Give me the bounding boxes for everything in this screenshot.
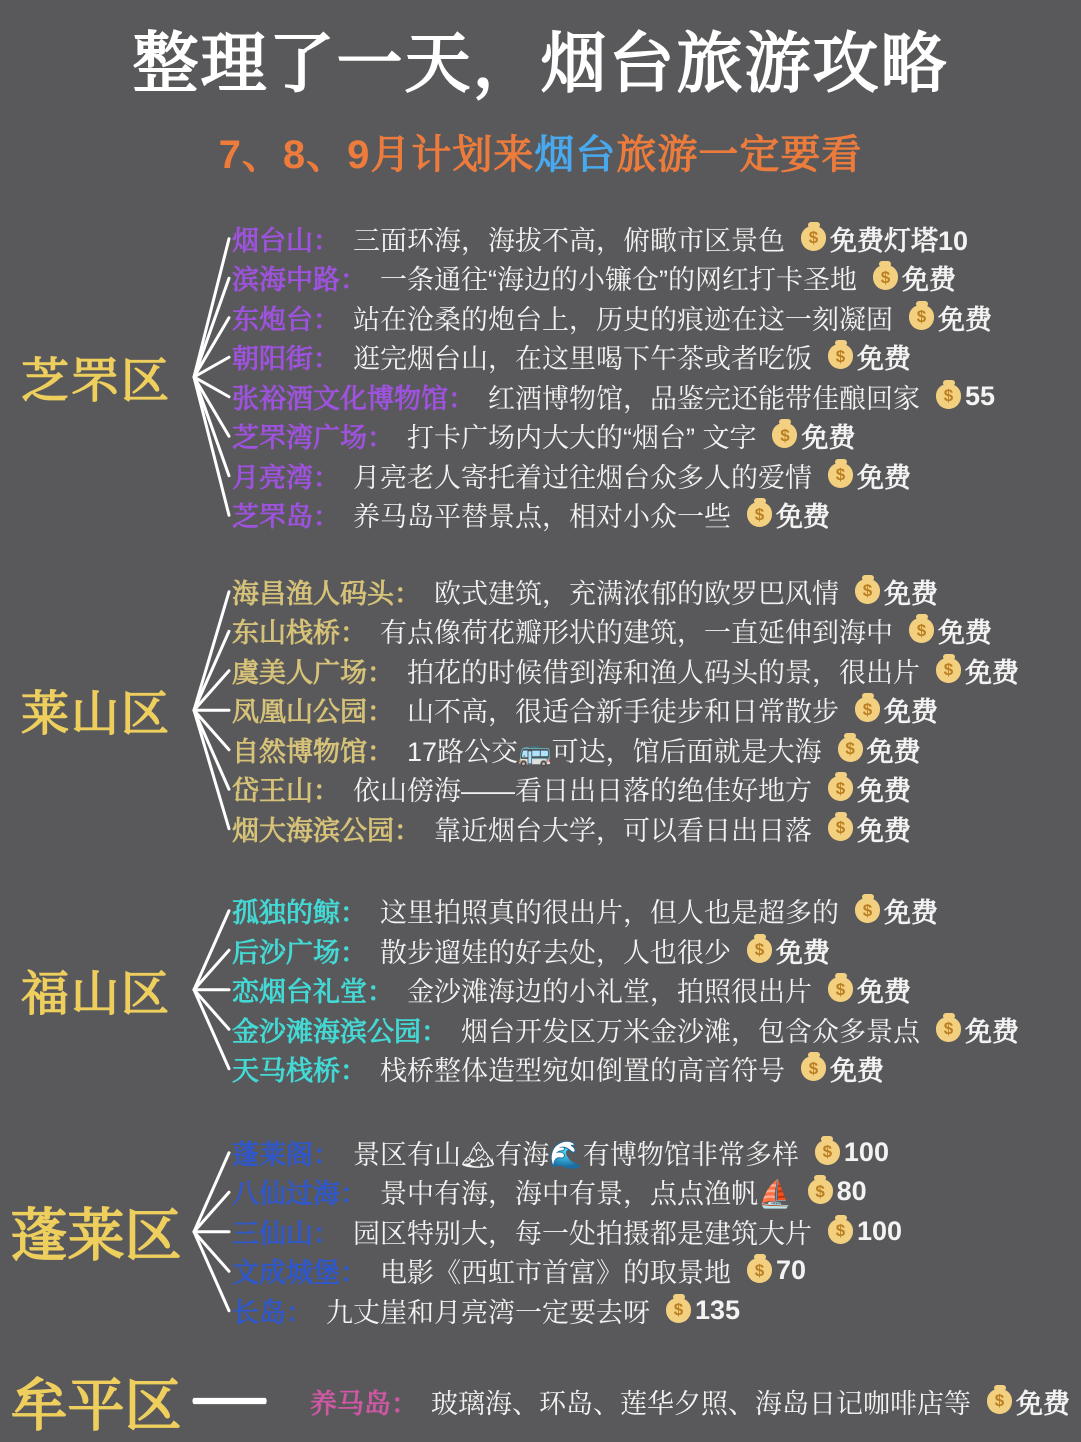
money-bag-icon: $ xyxy=(936,384,961,409)
attraction-price: 135 xyxy=(695,1295,740,1326)
attraction-price: 55 xyxy=(965,381,995,412)
attraction-desc: 玻璃海、环岛、莲华夕照、海岛日记咖啡店等 xyxy=(431,1382,971,1421)
attraction-price: 免费 xyxy=(884,690,938,729)
attraction-row xyxy=(232,1010,1081,1050)
attraction-desc: 养马岛平替景点，相对小众一些 xyxy=(353,495,731,534)
branch-lines xyxy=(192,1133,232,1331)
section-fushan xyxy=(0,891,1081,1089)
attraction-row xyxy=(232,730,1081,770)
attraction-row xyxy=(232,495,1081,535)
money-bag-icon: $ xyxy=(828,816,853,841)
attraction-desc: 散步遛娃的好去处，人也很少 xyxy=(380,931,731,970)
attraction-list xyxy=(232,572,1081,849)
attraction-row xyxy=(232,611,1081,651)
attraction-name: 东炮台： xyxy=(232,298,340,337)
attraction-row xyxy=(232,1172,1081,1212)
attraction-row xyxy=(232,769,1081,809)
branch-lines xyxy=(192,572,232,849)
attraction-desc: 打卡广场内大大的“烟台” 文字 xyxy=(407,416,756,455)
attraction-name: 芝罘湾广场： xyxy=(232,416,394,455)
attraction-name: 海昌渔人码头： xyxy=(232,572,421,611)
attraction-desc: 三面环海，海拔不高，俯瞰市区景色 xyxy=(353,219,785,258)
attraction-desc: 景中有海，海中有景，点点渔帆⛵ xyxy=(380,1172,792,1211)
attraction-desc: 有点像荷花瓣形状的建筑，一直延伸到海中 xyxy=(380,611,893,650)
attraction-desc: 依山傍海——看日出日落的绝佳好地方 xyxy=(353,769,812,808)
attraction-price: 免费 xyxy=(867,730,921,769)
money-bag-icon: $ xyxy=(936,1017,961,1042)
money-bag-icon: $ xyxy=(987,1389,1012,1414)
district-label-penglai: 蓬莱区 xyxy=(0,1190,192,1272)
money-bag-icon: $ xyxy=(855,697,880,722)
attraction-row xyxy=(232,456,1081,496)
attraction-desc: 山不高，很适合新手徒步和日常散步 xyxy=(407,690,839,729)
attraction-row xyxy=(232,572,1081,612)
attraction-name: 文成城堡： xyxy=(232,1251,367,1290)
attraction-row xyxy=(232,219,1081,259)
attraction-price: 免费 xyxy=(857,456,911,495)
attraction-row xyxy=(232,970,1081,1010)
money-bag-icon: $ xyxy=(828,344,853,369)
section-muping xyxy=(0,1360,1081,1442)
attraction-name: 养马岛： xyxy=(310,1382,418,1421)
money-bag-icon: $ xyxy=(936,658,961,683)
attraction-price: 免费 xyxy=(776,931,830,970)
page-title: 整理了一天，烟台旅游攻略 xyxy=(0,0,1081,105)
attraction-name: 虞美人广场： xyxy=(232,651,394,690)
attraction-desc: 九丈崖和月亮湾一定要去呀 xyxy=(326,1291,650,1330)
attraction-price: 免费 xyxy=(884,891,938,930)
attraction-row xyxy=(232,416,1081,456)
money-bag-icon: $ xyxy=(828,977,853,1002)
attraction-name: 烟台山： xyxy=(232,219,340,258)
attraction-desc: 这里拍照真的很出片，但人也是超多的 xyxy=(380,891,839,930)
district-label-laishan: 莱山区 xyxy=(0,675,192,744)
district-label-zhifu: 芝罘区 xyxy=(0,342,192,411)
attraction-desc: 金沙滩海边的小礼堂，拍照很出片 xyxy=(407,970,812,1009)
attraction-price: 免费 xyxy=(857,769,911,808)
attraction-row xyxy=(232,1212,1081,1252)
attraction-price: 免费灯塔10 xyxy=(830,219,968,258)
money-bag-icon: $ xyxy=(666,1298,691,1323)
attraction-desc: 栈桥整体造型宛如倒置的高音符号 xyxy=(380,1049,785,1088)
branch-lines xyxy=(192,891,232,1089)
money-bag-icon: $ xyxy=(747,1258,772,1283)
attraction-name: 三仙山： xyxy=(232,1212,340,1251)
money-bag-icon: $ xyxy=(815,1140,840,1165)
attraction-desc: 烟台开发区万米金沙滩，包含众多景点 xyxy=(461,1010,920,1049)
attraction-name: 岱王山： xyxy=(232,769,340,808)
attraction-price: 免费 xyxy=(857,970,911,1009)
attraction-price: 免费 xyxy=(965,651,1019,690)
attraction-name: 天马栈桥： xyxy=(232,1049,367,1088)
attraction-name: 朝阳街： xyxy=(232,337,340,376)
attraction-row xyxy=(310,1381,1081,1421)
attraction-desc: 园区特别大，每一处拍摄都是建筑大片 xyxy=(353,1212,812,1251)
money-bag-icon: $ xyxy=(909,618,934,643)
attraction-row xyxy=(232,809,1081,849)
attraction-desc: 月亮老人寄托着过往烟台众多人的爱情 xyxy=(353,456,812,495)
money-bag-icon: $ xyxy=(828,463,853,488)
attraction-desc: 逛完烟台山，在这里喝下午茶或者吃饭 xyxy=(353,337,812,376)
attraction-list xyxy=(232,891,1081,1089)
branch-lines xyxy=(192,1360,310,1442)
attraction-row xyxy=(232,258,1081,298)
attraction-price: 免费 xyxy=(857,337,911,376)
subtitle-suffix: 旅游一定要看 xyxy=(616,133,862,177)
attraction-row xyxy=(232,1133,1081,1173)
attraction-price: 免费 xyxy=(884,572,938,611)
attraction-row xyxy=(232,651,1081,691)
subtitle-prefix: 7、8、9月计划来 xyxy=(219,133,535,177)
attraction-price: 免费 xyxy=(938,611,992,650)
attraction-desc: 站在沧桑的炮台上，历史的痕迹在这一刻凝固 xyxy=(353,298,893,337)
attraction-name: 八仙过海： xyxy=(232,1172,367,1211)
attraction-row xyxy=(232,337,1081,377)
attraction-desc: 拍花的时候借到海和渔人码头的景，很出片 xyxy=(407,651,920,690)
attraction-row xyxy=(232,1251,1081,1291)
attraction-name: 张裕酒文化博物馆： xyxy=(232,377,475,416)
attraction-price: 80 xyxy=(837,1176,867,1207)
section-laishan xyxy=(0,572,1081,849)
attraction-desc: 景区有山🏔有海🌊有博物馆非常多样 xyxy=(353,1133,799,1172)
money-bag-icon: $ xyxy=(772,423,797,448)
money-bag-icon: $ xyxy=(855,898,880,923)
section-zhifu xyxy=(0,219,1081,535)
attraction-row xyxy=(232,298,1081,338)
money-bag-icon: $ xyxy=(747,938,772,963)
district-label-fushan: 福山区 xyxy=(0,955,192,1024)
attraction-desc: 欧式建筑，充满浓郁的欧罗巴风情 xyxy=(434,572,839,611)
attraction-price: 免费 xyxy=(938,298,992,337)
attraction-row xyxy=(232,377,1081,417)
attraction-price: 100 xyxy=(844,1137,889,1168)
attraction-price: 免费 xyxy=(1016,1382,1070,1421)
attraction-desc: 一条通往“海边的小镰仓”的网红打卡圣地 xyxy=(380,258,857,297)
attraction-price: 免费 xyxy=(801,416,855,455)
money-bag-icon: $ xyxy=(838,737,863,762)
attraction-name: 孤独的鲸： xyxy=(232,891,367,930)
attraction-name: 后沙广场： xyxy=(232,931,367,970)
attraction-price: 免费 xyxy=(857,809,911,848)
money-bag-icon: $ xyxy=(909,305,934,330)
attraction-price: 免费 xyxy=(830,1049,884,1088)
attraction-name: 金沙滩海滨公园： xyxy=(232,1010,448,1049)
attraction-name: 芝罘岛： xyxy=(232,495,340,534)
attraction-list xyxy=(310,1381,1081,1421)
attraction-row xyxy=(232,891,1081,931)
attraction-price: 免费 xyxy=(776,495,830,534)
attraction-price: 70 xyxy=(776,1255,806,1286)
attraction-name: 自然博物馆： xyxy=(232,730,394,769)
money-bag-icon: $ xyxy=(747,502,772,527)
attraction-name: 东山栈桥： xyxy=(232,611,367,650)
money-bag-icon: $ xyxy=(828,776,853,801)
attraction-price: 免费 xyxy=(965,1010,1019,1049)
money-bag-icon: $ xyxy=(808,1179,833,1204)
attraction-name: 蓬莱阁： xyxy=(232,1133,340,1172)
attraction-list xyxy=(232,1133,1081,1331)
attraction-row xyxy=(232,931,1081,971)
district-label-muping: 牟平区 xyxy=(0,1360,192,1442)
attraction-name: 凤凰山公园： xyxy=(232,690,394,729)
attraction-price: 100 xyxy=(857,1216,902,1247)
attraction-name: 月亮湾： xyxy=(232,456,340,495)
attraction-desc: 红酒博物馆，品鉴完还能带佳酿回家 xyxy=(488,377,920,416)
money-bag-icon: $ xyxy=(801,1056,826,1081)
attraction-desc: 17路公交🚌可达，馆后面就是大海 xyxy=(407,730,822,769)
attraction-row xyxy=(232,1291,1081,1331)
section-penglai xyxy=(0,1133,1081,1331)
attraction-desc: 靠近烟台大学，可以看日出日落 xyxy=(434,809,812,848)
attraction-name: 长岛： xyxy=(232,1291,313,1330)
money-bag-icon: $ xyxy=(873,265,898,290)
attraction-price: 免费 xyxy=(902,258,956,297)
attraction-name: 烟大海滨公园： xyxy=(232,809,421,848)
attraction-row xyxy=(232,690,1081,730)
subtitle-highlight: 烟台 xyxy=(534,133,616,177)
attraction-list xyxy=(232,219,1081,535)
attraction-desc: 电影《西虹市首富》的取景地 xyxy=(380,1251,731,1290)
page-subtitle xyxy=(0,131,1081,179)
money-bag-icon: $ xyxy=(828,1219,853,1244)
sections xyxy=(0,219,1081,1442)
money-bag-icon: $ xyxy=(855,579,880,604)
money-bag-icon: $ xyxy=(801,226,826,251)
branch-lines xyxy=(192,219,232,535)
attraction-name: 滨海中路： xyxy=(232,258,367,297)
attraction-name: 恋烟台礼堂： xyxy=(232,970,394,1009)
attraction-row xyxy=(232,1049,1081,1089)
